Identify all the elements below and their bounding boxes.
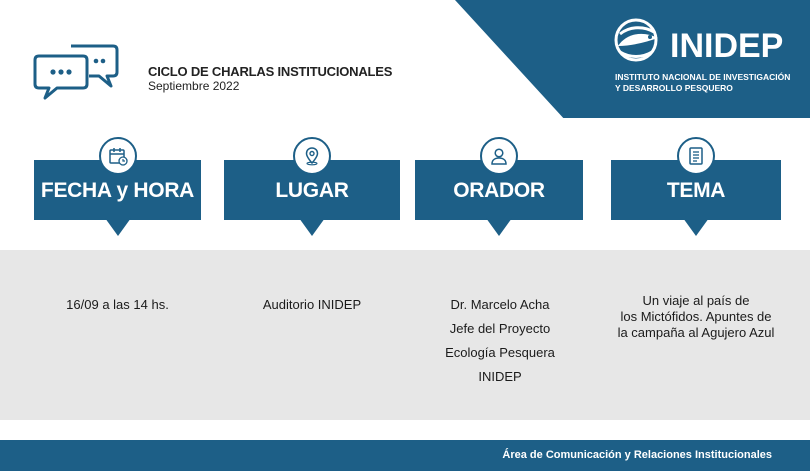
fish-emblem-icon	[612, 16, 664, 68]
header-lugar	[224, 160, 400, 220]
location-pin-icon	[293, 137, 331, 175]
text-line: INIDEP	[478, 369, 522, 384]
text-line: 16/09 a las 14 hs.	[66, 297, 169, 312]
brand-subtitle-line-2: Y DESARROLLO PESQUERO	[615, 83, 733, 93]
tema-value	[596, 293, 796, 341]
header-label: TEMA	[666, 179, 726, 202]
brand-subtitle	[615, 72, 795, 94]
text-line: Dr. Marcelo Acha	[450, 297, 550, 312]
fecha-hora-value	[20, 293, 215, 317]
header-label: ORADOR	[453, 179, 545, 202]
text-line: la campaña al Agujero Azul	[617, 325, 775, 340]
event-subtitle: Septiembre 2022	[148, 79, 240, 93]
text-line: Auditorio INIDEP	[262, 297, 362, 312]
brand-subtitle-line-1: INSTITUTO NACIONAL DE INVESTIGACIÓN	[615, 72, 791, 82]
inidep-logo	[612, 16, 802, 96]
header-orador	[415, 160, 583, 220]
orador-value	[400, 293, 600, 389]
chat-bubbles-icon	[33, 42, 121, 102]
person-icon	[480, 137, 518, 175]
text-line: los Mictófidos. Apuntes de	[620, 309, 772, 324]
header-tema	[611, 160, 781, 220]
document-icon	[677, 137, 715, 175]
calendar-clock-icon	[99, 137, 137, 175]
footer-bar	[0, 440, 810, 471]
header-fecha-hora	[34, 160, 201, 220]
text-line: Ecología Pesquera	[445, 345, 555, 360]
text-line: Jefe del Proyecto	[449, 321, 551, 336]
text-line: Un viaje al país de	[642, 293, 750, 308]
lugar-value	[212, 293, 412, 317]
footer-text: Área de Comunicación y Relaciones Institucionales	[502, 449, 772, 461]
header-label: FECHA y HORA	[40, 179, 195, 202]
header-label: LUGAR	[275, 179, 349, 202]
event-title: CICLO DE CHARLAS INSTITUCIONALES	[148, 64, 393, 79]
brand-name: INIDEP	[670, 27, 784, 65]
